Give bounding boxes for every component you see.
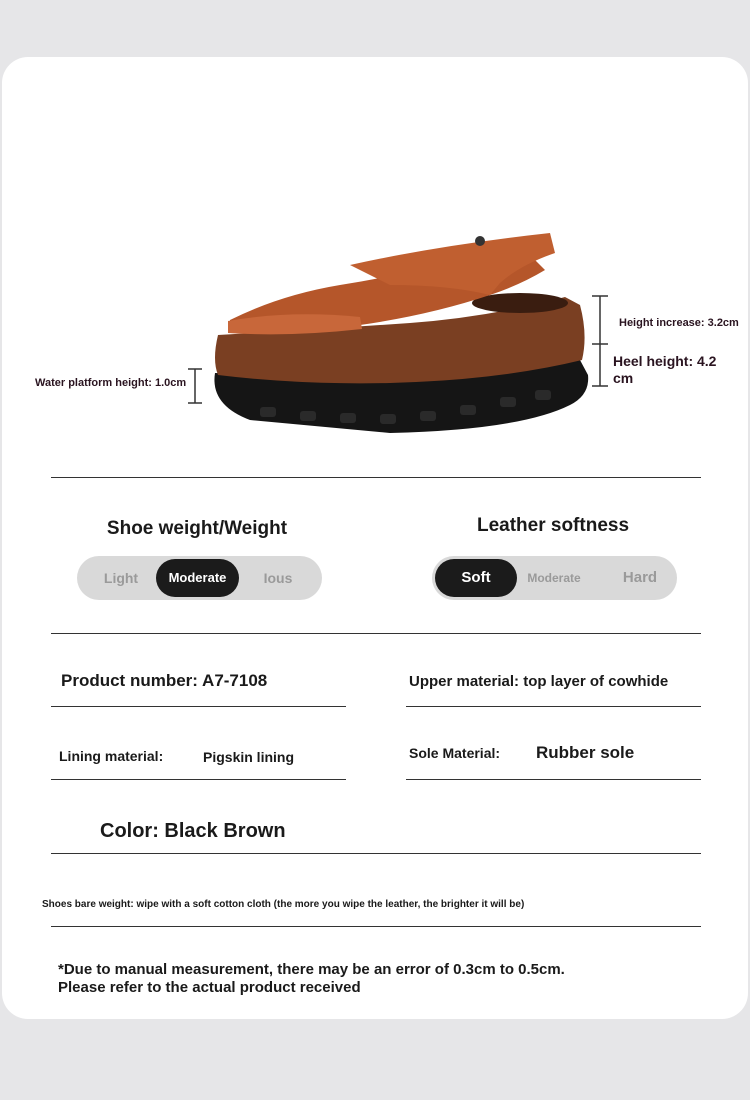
measurement-disclaimer bbox=[58, 961, 565, 997]
shoe-product-image bbox=[190, 225, 610, 445]
leather-softness-selector bbox=[432, 556, 677, 600]
care-note: Shoes bare weight: wipe with a soft cotton cloth (the more you wipe the leather, the brighter it will be) bbox=[42, 899, 525, 910]
height-increase-label: Height increase: 3.2cm bbox=[619, 317, 739, 329]
divider bbox=[51, 853, 701, 854]
upper-material: Upper material: top layer of cowhide bbox=[409, 673, 669, 690]
platform-height-label: Water platform height: 1.0cm bbox=[35, 377, 187, 389]
divider bbox=[51, 477, 701, 478]
weight-option-heavy[interactable]: Ious bbox=[263, 570, 293, 586]
sole-material-label: Sole Material: bbox=[409, 745, 501, 761]
weight-option-light[interactable]: Light bbox=[103, 570, 139, 586]
heel-height-label-line2: cm bbox=[613, 370, 634, 386]
sole-material-value: Rubber sole bbox=[536, 743, 635, 762]
softness-option-soft[interactable]: Soft bbox=[435, 559, 517, 597]
divider bbox=[51, 779, 346, 780]
heel-height-marker bbox=[590, 292, 610, 390]
disclaimer-line-1: *Due to manual measurement, there may be an error of 0.3cm to 0.5cm. bbox=[58, 961, 565, 978]
softness-option-moderate[interactable]: Moderate bbox=[527, 571, 581, 585]
heel-height-label bbox=[613, 353, 716, 387]
product-number: Product number: A7-7108 bbox=[61, 671, 268, 690]
divider bbox=[406, 706, 701, 707]
lining-material-label: Lining material: bbox=[59, 748, 164, 764]
shoe-weight-selector bbox=[77, 556, 322, 600]
softness-option-hard[interactable]: Hard bbox=[622, 569, 658, 586]
platform-height-marker bbox=[185, 365, 205, 407]
divider bbox=[51, 926, 701, 927]
product-color: Color: Black Brown bbox=[100, 820, 286, 842]
leather-softness-title: Leather softness bbox=[476, 515, 630, 536]
divider bbox=[51, 633, 701, 634]
shoe-weight-title: Shoe weight/Weight bbox=[106, 518, 288, 539]
heel-height-label-line1: Heel height: 4.2 bbox=[613, 353, 717, 369]
disclaimer-line-2: Please refer to the actual product received bbox=[58, 979, 361, 996]
weight-option-moderate[interactable]: Moderate bbox=[156, 559, 239, 597]
lining-material-value: Pigskin lining bbox=[203, 749, 295, 765]
divider bbox=[406, 779, 701, 780]
divider bbox=[51, 706, 346, 707]
